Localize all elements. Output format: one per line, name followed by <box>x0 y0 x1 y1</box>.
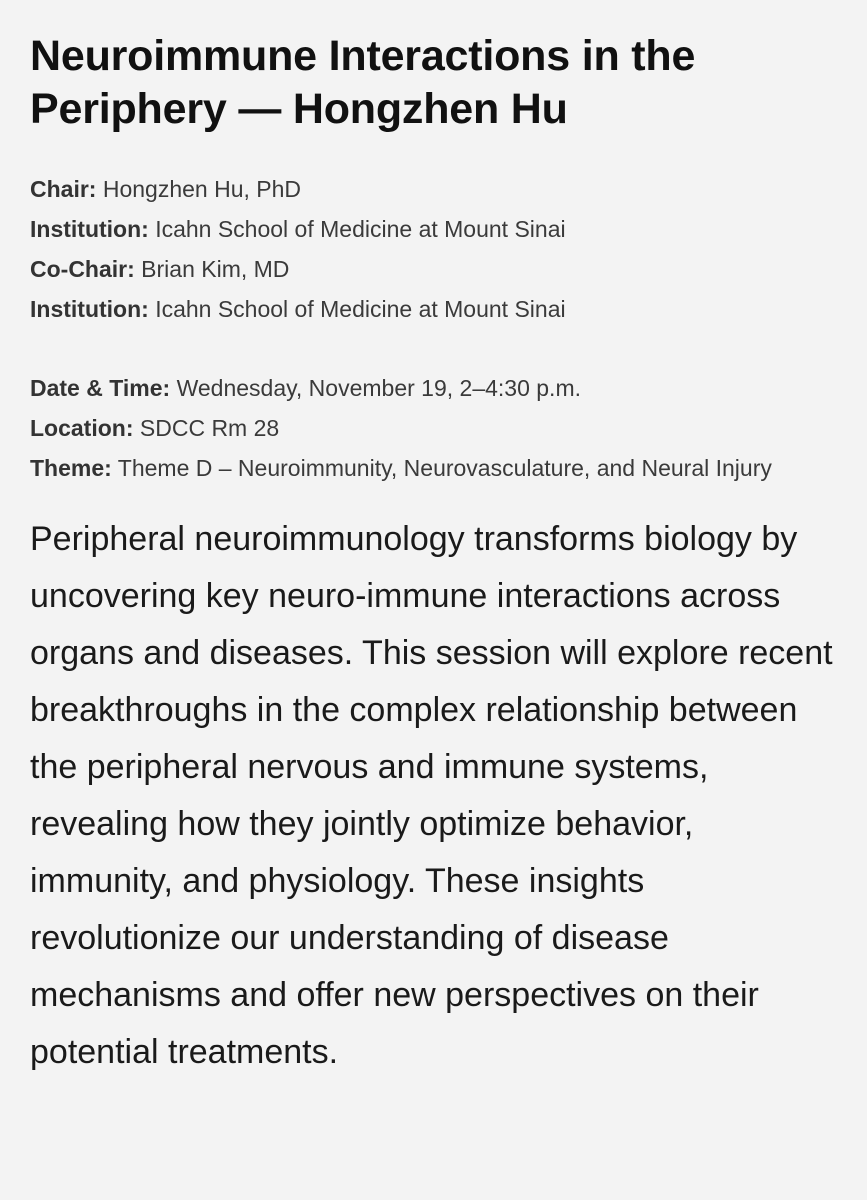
date-time-label: Date & Time: <box>30 375 171 401</box>
chair-institution-value: Icahn School of Medicine at Mount Sinai <box>155 216 566 242</box>
location-label: Location: <box>30 415 134 441</box>
people-group <box>30 169 837 329</box>
chair-line <box>30 169 837 209</box>
location-line <box>30 408 837 448</box>
chair-institution-label: Institution: <box>30 216 149 242</box>
co-chair-institution-value: Icahn School of Medicine at Mount Sinai <box>155 296 566 322</box>
chair-institution-line <box>30 209 837 249</box>
chair-label: Chair: <box>30 176 97 202</box>
theme-label: Theme: <box>30 455 112 481</box>
date-time-line <box>30 368 837 408</box>
co-chair-institution-line <box>30 289 837 329</box>
co-chair-line <box>30 249 837 289</box>
theme-line <box>30 448 790 488</box>
location-value: SDCC Rm 28 <box>139 415 280 441</box>
co-chair-label: Co-Chair: <box>30 256 135 282</box>
schedule-group <box>30 368 837 488</box>
chair-value: Hongzhen Hu, PhD <box>102 176 302 202</box>
theme-value: Theme D – Neuroimmunity, Neurovasculature, and Neural Injury <box>117 455 772 481</box>
session-meta <box>30 169 837 488</box>
co-chair-value: Brian Kim, MD <box>141 256 290 282</box>
session-description: Peripheral neuroimmunology transforms biology by uncovering key neuro-immune interactions across organs and diseases. This session will explore recent breakthroughs in the complex relationship between the peripheral nervous and immune systems, revealing how they jointly optimize behavior, immunity, and physiology. These insights revolutionize our understanding of disease mechanisms and offer new perspectives on their potential treatments. <box>30 520 833 1071</box>
date-time-value: Wednesday, November 19, 2–4:30 p.m. <box>176 375 581 401</box>
session-title: Neuroimmune Interactions in the Periphery — Hongzhen Hu <box>30 32 696 133</box>
co-chair-institution-label: Institution: <box>30 296 149 322</box>
